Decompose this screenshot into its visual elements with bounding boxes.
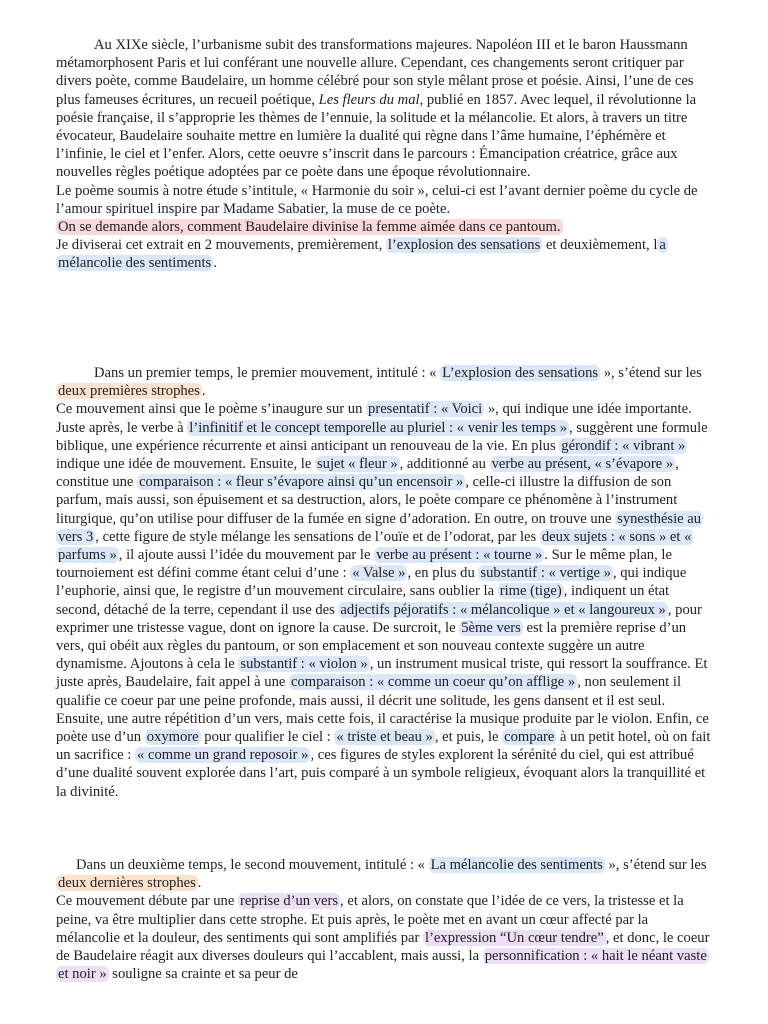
book-title: Les fleurs du mal [318, 91, 420, 108]
text: , qui indique l’euphorie, ainsi que, le registre d’un mouvement circulaire, sans oublier la [56, 565, 687, 600]
introduction [56, 36, 712, 273]
highlight-comparaison-coeur: comparaison : « comme un coeur qu’on afflige » [291, 674, 576, 691]
intro-paragraph-poem: Le poème soumis à notre étude s’intitule, « Harmonie du soir », celui-ci est l’avant dernier poème du cycle de l’amour spirituel inspire par Madame Sabatier, la muse de ce poète. [56, 182, 698, 217]
text: à un petit hotel, où on fait un sacrifice : [56, 729, 711, 764]
text: », s’étend sur les [604, 857, 707, 873]
plan-movement-2: a mélancolie des sentiments [58, 237, 666, 272]
text: , celle-ci illustre la diffusion de son parfum, mais aussi, son épuisement et sa destruction, alors, le poète compare ce phénomène à l’instrument liturgique, qu’on utilise pour diffuser de la fumée en signe d’adoration. En outre, on trouve une [56, 474, 678, 527]
text: . Sur le même plan, le tournoiement est défini comme étant celui d’une : [56, 547, 672, 582]
text: , ces figures de styles explorent la sérénité du ciel, qui est attribué d’une dualité souvent explorée dans l’art, puis comparé à un symbole religieux, évoquant alors la tranquillité et la divinité. [56, 747, 706, 800]
highlight-presentatif: presentatif : « Voici [368, 401, 483, 418]
plan-text: et deuxièmement, [542, 237, 654, 254]
highlight-violon: substantif : « violon » [240, 656, 368, 673]
highlight-comparaison: comparaison : « fleur s’évapore ainsi qu’un encensoir » [139, 474, 464, 491]
movement-2-section [56, 856, 712, 983]
text: », qui indique une idée importante. Juste après, le verbe à [56, 401, 692, 436]
highlight-gerondif: gérondif : « vibrant » [561, 437, 686, 454]
movement-1-intro [56, 364, 712, 400]
movement-2-title: La mélancolie des sentiments [430, 857, 603, 873]
text: , en plus du [407, 565, 479, 582]
text: , cette figure de style mélange les sensations de l’ouïe et de l’odorat, par les [95, 528, 540, 545]
problematique [56, 218, 712, 236]
text: . [197, 875, 202, 892]
intro-text: , publié en 1857. Avec lequel, il révolutionne la poésie française, il s’approprie les thèmes de l’ennuie, la solitude et la mélancolie. Et alors, à travers un titre évocateur, Baudelaire souhaite mettre en lumière la dualité qui règne dans l’âme humaine, l’éphémère et l’infinie, le ciel et l’enfer. Alors, cette oeuvre s’inscrit dans le parcours : Émancipation créatrice, grâce aux nouvelles règles poétique adoptées par ce poète dans une époque révolutionnaire. [56, 91, 697, 181]
text: , un instrument musical triste, qui ressort la souffrance. Et juste après, Baudelaire, fait appel à une [56, 656, 708, 691]
text: Dans un deuxième temps, le second mouvement, intitulé : « [76, 857, 429, 873]
highlight-valse: « Valse » [352, 565, 406, 582]
highlight-personnification: personnification : « hait le néant vaste et noir » [58, 948, 707, 983]
movement-2-analysis [56, 892, 712, 983]
plan-annonce [56, 236, 712, 272]
problematique-highlight: On se demande alors, comment Baudelaire divinise la femme aimée dans ce pantoum. [58, 219, 561, 236]
highlight-reprise: reprise d’un vers [239, 893, 339, 910]
text: indique une idée de mouvement. Ensuite, le [56, 456, 315, 473]
highlight-verbe: verbe au présent, « s’évapore » [491, 456, 674, 473]
movement-1-strophes: deux premières strophes [58, 383, 200, 400]
intro-text: Au XIXe siècle, l’urbanisme subit des transformations majeures. Napoléon III et le baron Haussmann métamorphosent Paris et lui conférant une nouvelle allure. Cependant, ces changements seront critiquer par divers poète, comme Baudelaire, un homme célébré pour son style mêlant prose et poésie. Ainsi, l’une de ces plus fameuses écritures, un recueil poétique, [56, 37, 694, 108]
highlight-synesthesie: synesthésie au vers 3 [58, 510, 702, 545]
movement-1-analysis [56, 400, 712, 800]
text: , et alors, on constate que l’idée de ce vers, la tristesse et la peine, va être multiplier dans cette strophe. Et puis après, le poète met en avant un cœur affecté par la mélancolie et la douleur, des sentiments qui sont amplifiés par [56, 893, 684, 946]
plan-text: . [213, 255, 217, 272]
movement-1-title: L’explosion des sensations [442, 365, 599, 381]
highlight-sujet: sujet « fleur » [316, 456, 398, 473]
text: , et donc, le coeur de Baudelaire réagit aux diverses douleurs qui l’accablent, mais aussi, la [56, 929, 710, 965]
text: souligne sa crainte et sa peur de [108, 966, 298, 983]
highlight-vers5: 5ème vers [461, 619, 521, 636]
text: est la première reprise d’un vers, qui obéit aux règles du pantoum, or son emplacement et son nouveau contexte suggère un autre dynamisme. Ajoutons à cela le [56, 619, 687, 673]
movement-2-strophes: deux dernières strophes [58, 875, 196, 892]
intro-paragraph-context [56, 36, 712, 182]
text: , non seulement il qualifie ce coeur par une peine profonde, mais aussi, il décrit une solitude, les gens dansent et il est seul. Ensuite, une autre répétition d’un vers, mais cette fois, il caractérise la musique produite par le violon. Enfin, ce poète use d’un [56, 674, 709, 746]
text: pour qualifier le ciel : [200, 729, 335, 746]
plan-text: Je diviserai cet extrait en 2 mouvements, premièrement, [56, 237, 386, 254]
highlight-tourne: verbe au présent : « tourne » [376, 547, 543, 564]
text: , indiquent un état second, détaché de la terre, cependant il use des [56, 583, 670, 618]
highlight-infinitif: l’infinitif et le concept temporelle au pluriel : « venir les temps » [189, 419, 567, 436]
highlight-reposoir: « comme un grand reposoir » [137, 747, 309, 764]
text: Ce mouvement ainsi que le poème s’inaugure sur un [56, 401, 367, 418]
text: Dans un premier temps, le premier mouvement, intitulé : « [94, 365, 441, 381]
text: , et puis, le [434, 729, 503, 746]
text: », s’étend sur les [600, 365, 702, 381]
highlight-adjectifs: adjectifs péjoratifs : « mélancolique » et « langoureux » [340, 601, 666, 618]
highlight-expression: l’expression “Un cœur tendre” [425, 929, 604, 946]
highlight-triste-beau: « triste et beau » [336, 729, 433, 746]
movement-1-section [56, 364, 712, 801]
highlight-vertige: substantif : « vertige » [480, 565, 611, 582]
plan-text: l [653, 237, 658, 254]
text: . [201, 383, 206, 400]
highlight-rime: rime (tige) [499, 583, 562, 600]
plan-movement-1: l’explosion des sensations [387, 237, 541, 254]
text: , suggèrent une formule biblique, une expérience récurrente et ainsi anticipant un renouveau de la vie. En plus [56, 419, 708, 454]
highlight-sujets: deux sujets : « sons » et « parfums » [58, 528, 692, 564]
text: , constitue une [56, 456, 679, 491]
movement-2-intro [56, 856, 712, 892]
highlight-oxymore: oxymore [146, 729, 199, 746]
text: , additionné au [399, 456, 490, 473]
text: , pour exprimer une tristesse vague, dont on ignore la cause. De surcroit, le [56, 601, 702, 636]
text: Ce mouvement débute par une [56, 893, 238, 910]
highlight-compare: compare [504, 729, 555, 746]
text: , il ajoute aussi l’idée du mouvement par le [118, 547, 375, 564]
